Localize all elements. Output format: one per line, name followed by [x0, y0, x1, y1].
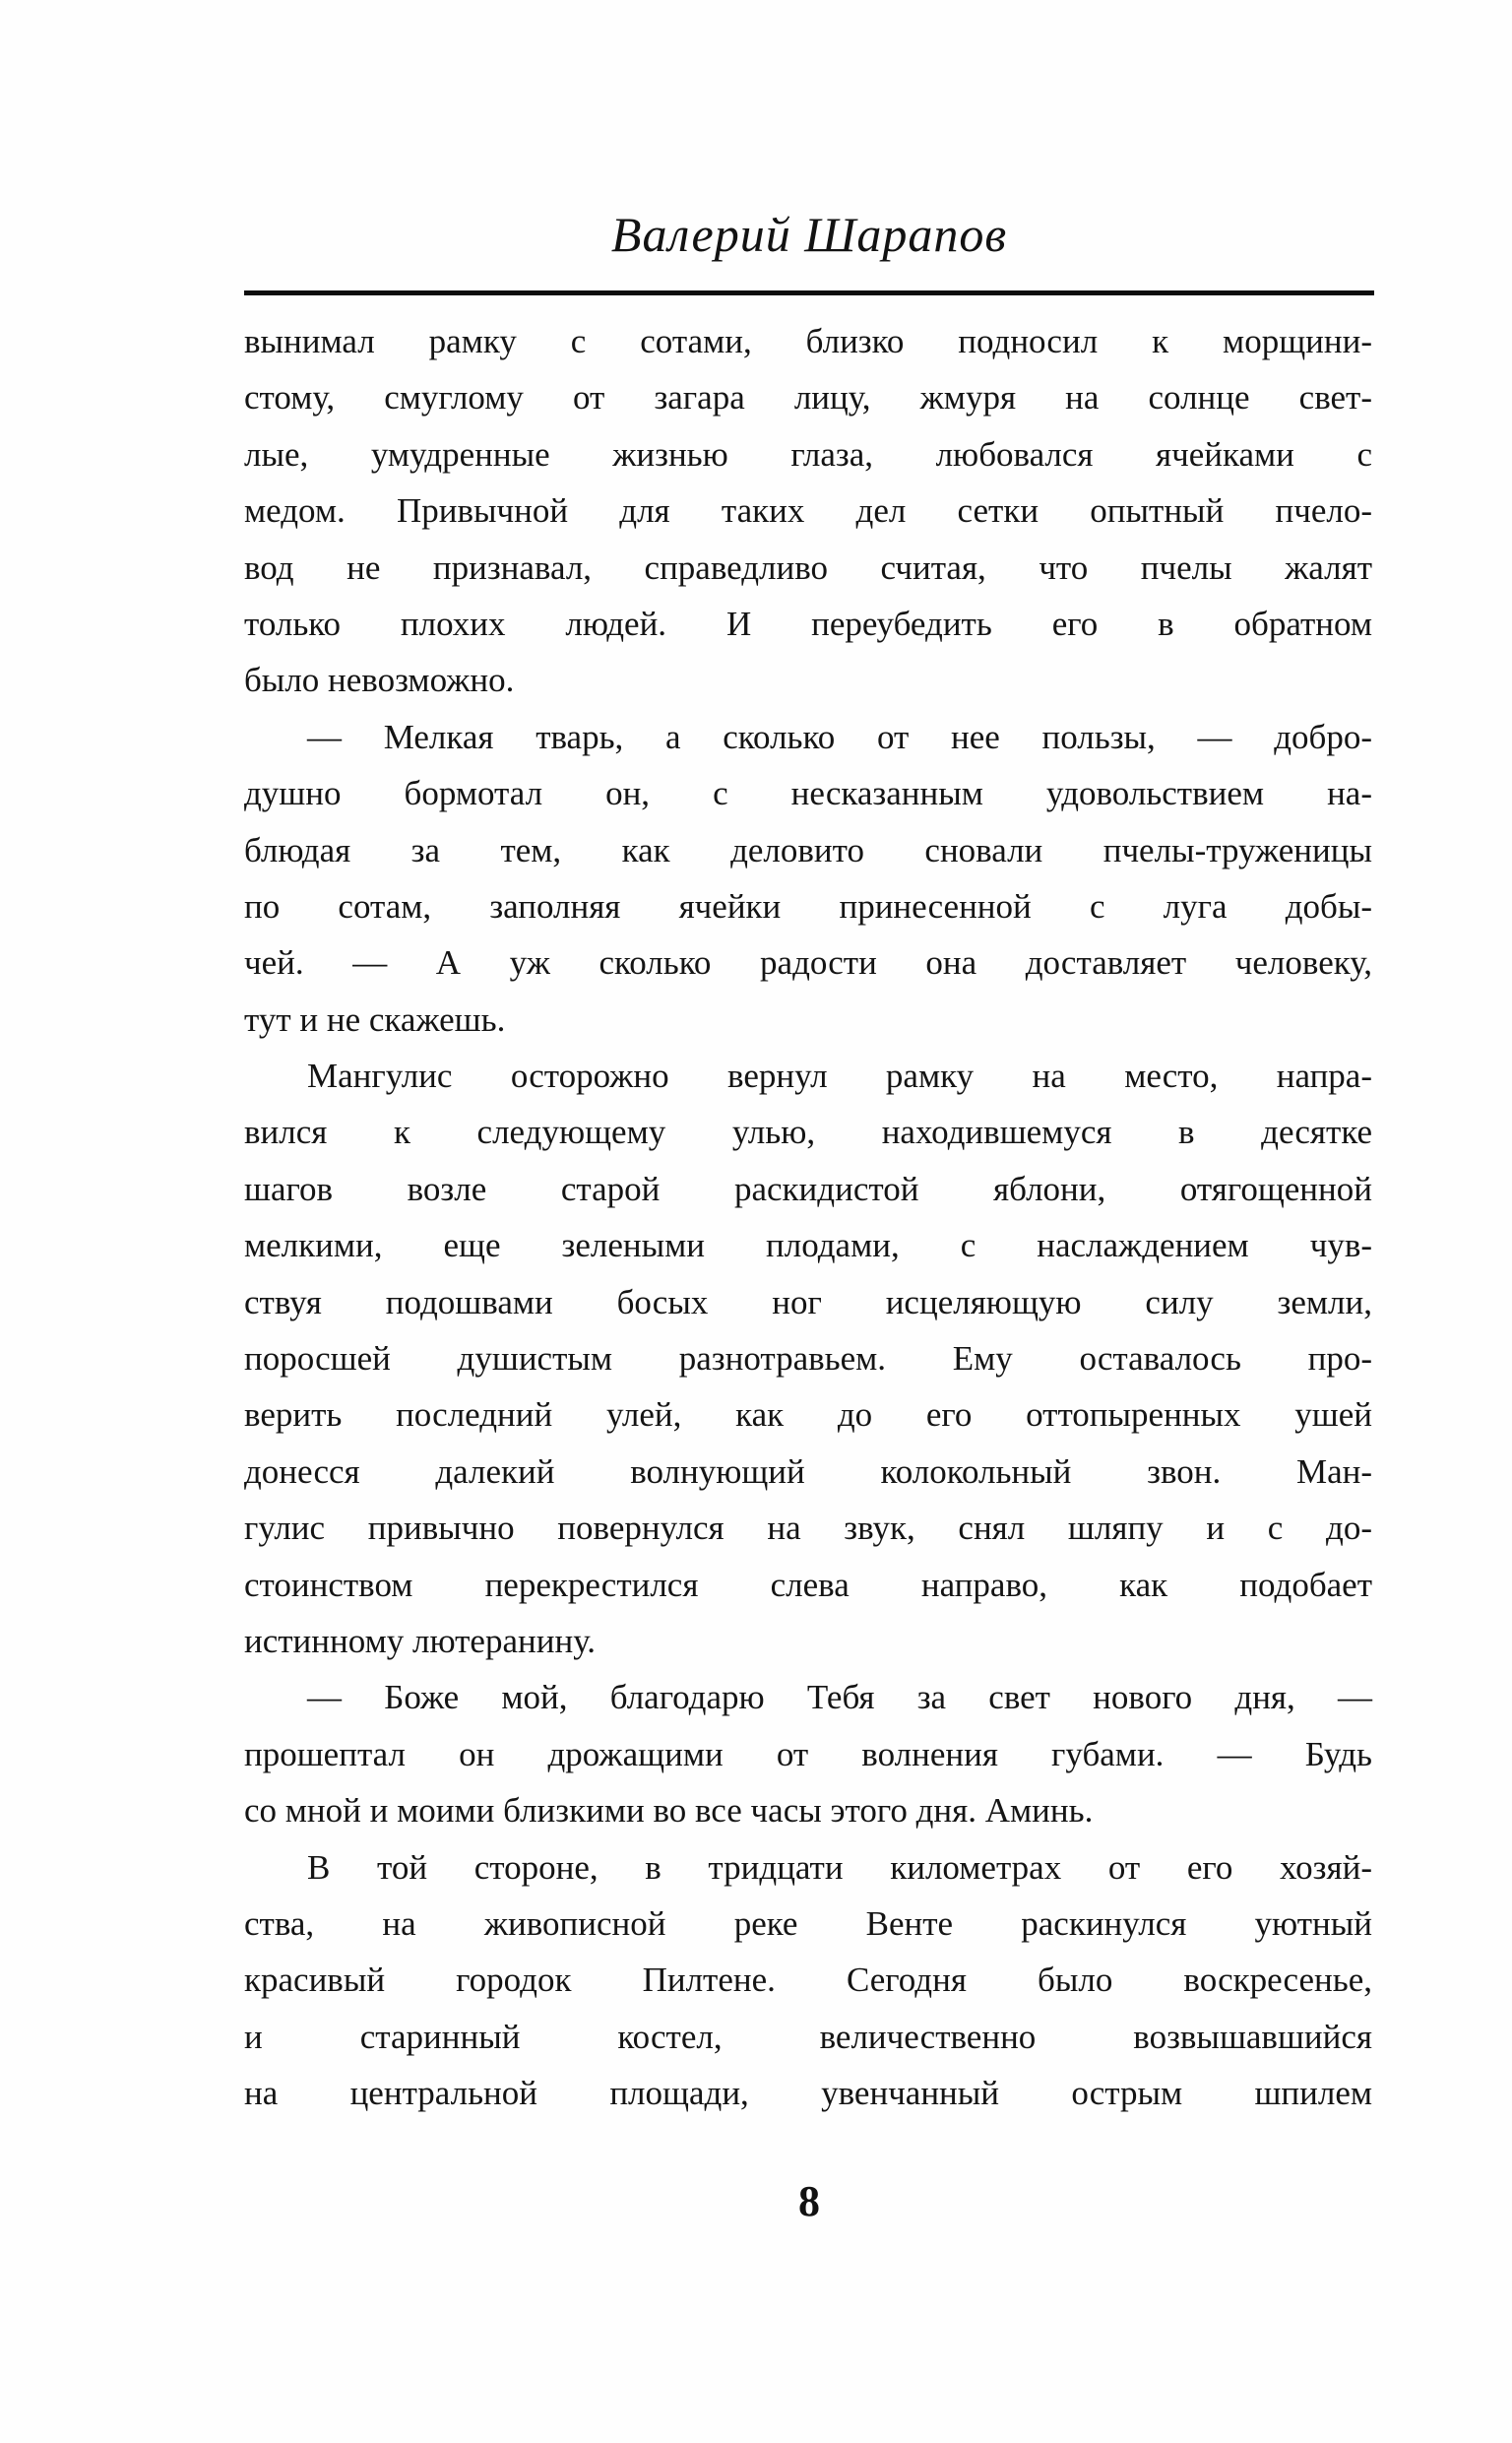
- text-line: и старинный костел, величественно возвышавшийся: [244, 2017, 1372, 2056]
- text-line: В той стороне, в тридцати километрах от его хозяй-: [307, 1847, 1372, 1887]
- text-line: было невозможно.: [244, 661, 515, 700]
- running-header-author: Валерий Шарапов: [610, 207, 1008, 262]
- text-line: медом. Привычной для таких дел сетки опытный пчело-: [244, 491, 1372, 531]
- text-line: верить последний улей, как до его оттопыренных ушей: [244, 1395, 1372, 1435]
- text-line: донесся далекий волнующий колокольный звон. Ман-: [244, 1451, 1372, 1491]
- page-footer: [244, 2174, 1374, 2229]
- text-line: на центральной площади, увенчанный острым шпилем: [244, 2074, 1372, 2113]
- page-number: 8: [798, 2177, 820, 2225]
- text-line: душно бормотал он, с несказанным удовольствием на-: [244, 774, 1372, 813]
- text-line: мелкими, еще зелеными плодами, с наслаждением чув-: [244, 1226, 1372, 1265]
- text-line: прошептал он дрожащими от волнения губами. — Будь: [244, 1734, 1372, 1773]
- text-line: ствуя подошвами босых ног исцеляющую силу земли,: [244, 1282, 1372, 1321]
- text-line: гулис привычно повернулся на звук, снял шляпу и с до-: [244, 1509, 1372, 1548]
- text-line: — Мелкая тварь, а сколько от нее пользы, — добро-: [307, 717, 1372, 756]
- header-rule: [244, 290, 1374, 295]
- text-line: стоинством перекрестился слева направо, как подобает: [244, 1565, 1372, 1604]
- text-line: со мной и моими близкими во все часы этого дня. Аминь.: [244, 1791, 1094, 1831]
- text-line: только плохих людей. И переубедить его в обратном: [244, 604, 1372, 643]
- text-line: чей. — А уж сколько радости она доставляет человеку,: [244, 943, 1372, 983]
- text-line: шагов возле старой раскидистой яблони, отягощенной: [244, 1169, 1372, 1208]
- text-line: поросшей душистым разнотравьем. Ему оставалось про-: [244, 1339, 1372, 1379]
- text-line: Мангулис осторожно вернул рамку на место, напра-: [307, 1057, 1372, 1096]
- running-header: [244, 205, 1374, 264]
- text-line: стому, смуглому от загара лицу, жмуря на солнце свет-: [244, 378, 1372, 418]
- text-line: красивый городок Пилтене. Сегодня было воскресенье,: [244, 1961, 1372, 2000]
- text-line: вод не признавал, справедливо считая, что пчелы жалят: [244, 547, 1372, 587]
- text-line: по сотам, заполняя ячейки принесенной с луга добы-: [244, 886, 1372, 926]
- text-line: блюдая за тем, как деловито сновали пчелы-труженицы: [244, 830, 1372, 869]
- text-line: вынимал рамку с сотами, близко подносил к морщини-: [244, 322, 1372, 360]
- text-line: истинному лютеранину.: [244, 1621, 596, 1660]
- text-line: тут и не скажешь.: [244, 999, 506, 1039]
- text-line: — Боже мой, благодарю Тебя за свет нового дня, —: [307, 1678, 1372, 1717]
- text-line: вился к следующему улью, находившемуся в десятке: [244, 1113, 1372, 1152]
- body-text: [244, 313, 1372, 2122]
- text-line: ства, на живописной реке Венте раскинулся уютный: [244, 1903, 1372, 1943]
- text-line: лые, умудренные жизнью глаза, любовался ячейками с: [244, 434, 1372, 474]
